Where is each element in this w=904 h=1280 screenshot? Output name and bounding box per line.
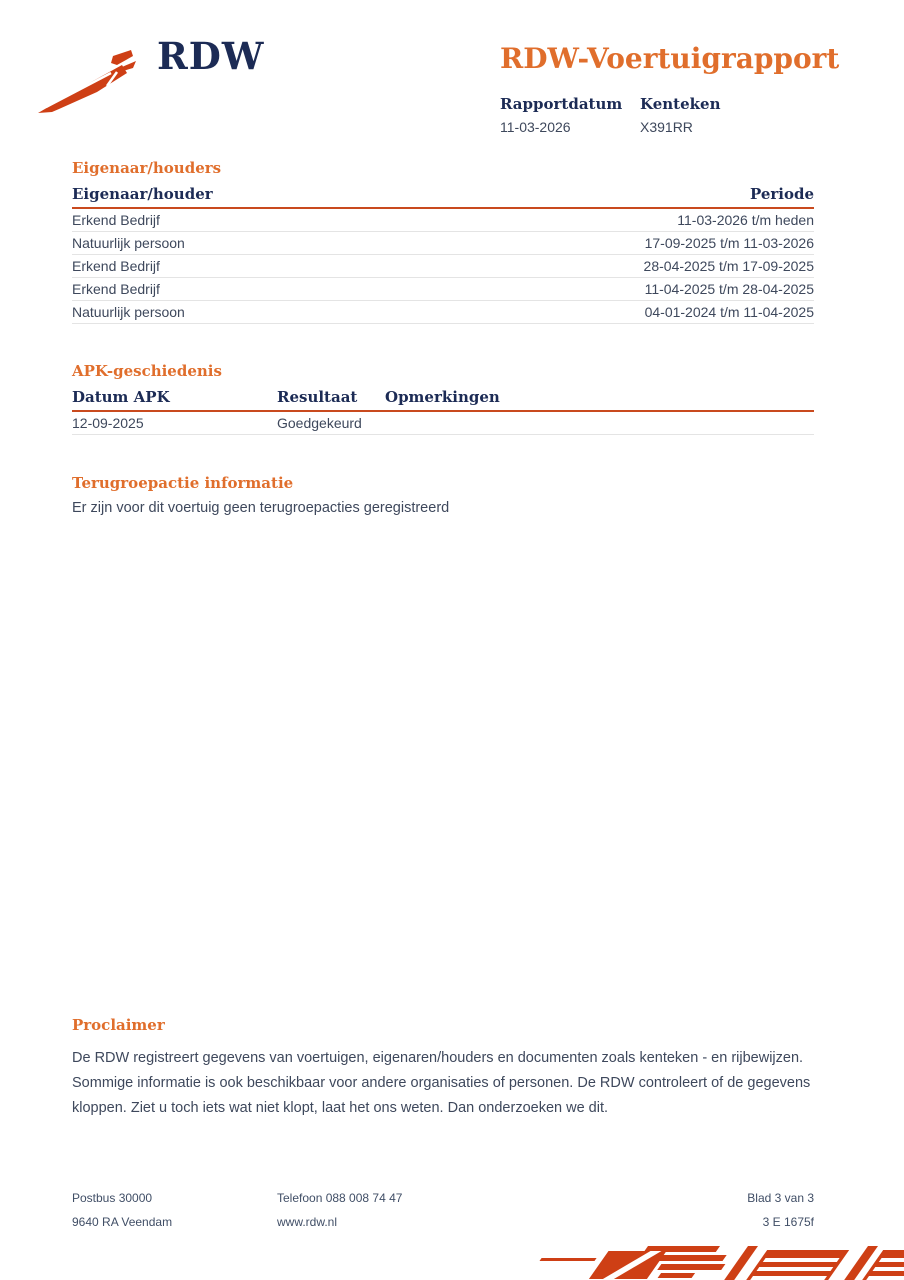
apk-col-date: Datum APK bbox=[72, 386, 277, 411]
footer-address-line2: 9640 RA Veendam bbox=[72, 1215, 173, 1229]
recall-section-heading: Terugroepactie informatie bbox=[72, 474, 294, 492]
period-cell: 11-04-2025 t/m 28-04-2025 bbox=[407, 278, 814, 301]
kenteken-value: X391RR bbox=[640, 119, 693, 135]
table-row bbox=[72, 278, 814, 301]
owner-cell: Erkend Bedrijf bbox=[72, 255, 407, 278]
table-row bbox=[72, 411, 814, 435]
footer-page-info: Blad 3 van 3 bbox=[747, 1191, 814, 1205]
rdw-stripes-icon bbox=[520, 1246, 904, 1280]
recall-section bbox=[72, 474, 814, 516]
footer-phone: Telefoon 088 008 74 47 bbox=[277, 1191, 403, 1205]
apk-table bbox=[72, 386, 814, 435]
apk-remarks-cell bbox=[385, 411, 814, 435]
owners-table bbox=[72, 183, 814, 324]
apk-date-cell: 12-09-2025 bbox=[72, 411, 277, 435]
rapportdatum-value: 11-03-2026 bbox=[500, 119, 571, 135]
footer-website: www.rdw.nl bbox=[277, 1215, 338, 1229]
owner-cell: Natuurlijk persoon bbox=[72, 301, 407, 324]
report-content bbox=[72, 153, 814, 1229]
table-row bbox=[72, 232, 814, 255]
recall-text: Er zijn voor dit voertuig geen terugroepacties geregistreerd bbox=[72, 500, 450, 516]
apk-col-remarks: Opmerkingen bbox=[385, 386, 814, 411]
owners-section bbox=[72, 159, 814, 324]
owner-cell: Erkend Bedrijf bbox=[72, 208, 407, 232]
footer-address-line1: Postbus 30000 bbox=[72, 1191, 153, 1205]
period-cell: 28-04-2025 t/m 17-09-2025 bbox=[407, 255, 814, 278]
owners-col-owner: Eigenaar/houder bbox=[72, 183, 407, 208]
page-title: RDW-Voertuigrapport bbox=[500, 42, 840, 75]
apk-col-result: Resultaat bbox=[277, 386, 385, 411]
kenteken-label: Kenteken bbox=[640, 95, 721, 113]
apk-result-cell: Goedgekeurd bbox=[277, 411, 385, 435]
footer-row bbox=[72, 1215, 814, 1229]
table-row bbox=[72, 208, 814, 232]
rdw-wordmark: RDW bbox=[157, 34, 265, 78]
owner-cell: Natuurlijk persoon bbox=[72, 232, 407, 255]
table-row bbox=[72, 255, 814, 278]
proclaimer-text: De RDW registreert gegevens van voertuigen, eigenaren/houders en documenten zoals kenteken - en rijbewijzen. Sommige informatie is ook beschikbaar voor andere organisaties of personen. De RDW controleert of de gegevens kloppen. Ziet u toch iets wat niet klopt, laat het ons weten. Dan onderzoeken we dit. bbox=[72, 1050, 811, 1116]
footer-row bbox=[72, 1191, 814, 1205]
owner-cell: Erkend Bedrijf bbox=[72, 278, 407, 301]
table-row bbox=[72, 301, 814, 324]
rdw-wing-logo-icon bbox=[38, 50, 143, 120]
rapportdatum-label: Rapportdatum bbox=[500, 95, 623, 113]
rapportdatum-block bbox=[500, 95, 640, 135]
period-cell: 17-09-2025 t/m 11-03-2026 bbox=[407, 232, 814, 255]
period-cell: 11-03-2026 t/m heden bbox=[407, 208, 814, 232]
kenteken-block bbox=[640, 95, 780, 135]
footer-doc-code: 3 E 1675f bbox=[762, 1215, 814, 1229]
report-meta bbox=[500, 95, 780, 135]
proclaimer-section bbox=[72, 1016, 814, 1121]
apk-section bbox=[72, 362, 814, 435]
apk-section-heading: APK-geschiedenis bbox=[72, 362, 222, 380]
owners-section-heading: Eigenaar/houders bbox=[72, 159, 222, 177]
page-footer bbox=[72, 1191, 814, 1229]
owners-col-period: Periode bbox=[407, 183, 814, 208]
proclaimer-section-heading: Proclaimer bbox=[72, 1016, 165, 1034]
period-cell: 04-01-2024 t/m 11-04-2025 bbox=[407, 301, 814, 324]
